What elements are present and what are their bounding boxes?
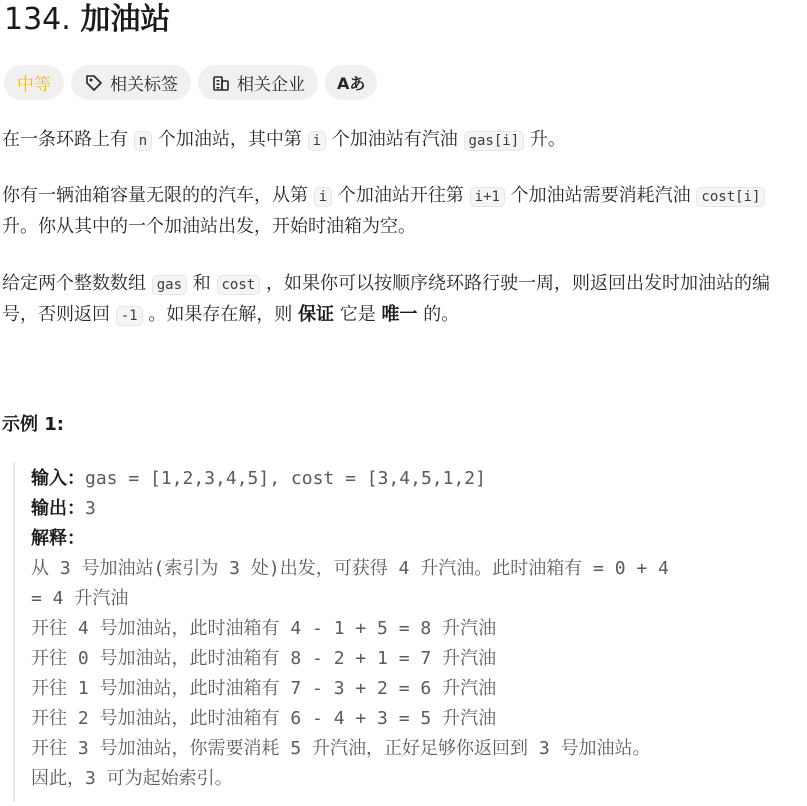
related-companies-label: 相关企业: [237, 75, 305, 95]
problem-name: 加油站: [80, 2, 171, 37]
text: 和: [192, 273, 211, 294]
text: 升。你从其中的一个加油站出发，开始时油箱为空。: [2, 216, 416, 237]
related-topics-label: 相关标签: [110, 75, 178, 95]
description-paragraph-2: [2, 181, 802, 242]
bold-text: 唯一: [381, 304, 418, 325]
explanation-label: 解释：: [31, 528, 85, 549]
explanation-line: 开往 2 号加油站，此时油箱有 6 - 4 + 3 = 5 升汽油: [31, 708, 497, 729]
explanation-line: 从 3 号加油站(索引为 3 处)出发，可获得 4 升汽油。此时油箱有 = 0 + 4: [31, 558, 669, 579]
tag-icon: [84, 73, 104, 93]
output-value: 3: [85, 498, 96, 519]
explanation-line: 开往 1 号加油站，此时油箱有 7 - 3 + 2 = 6 升汽油: [31, 678, 497, 699]
text: 它是: [339, 304, 376, 325]
building-icon: [211, 73, 231, 93]
description-paragraph-1: [2, 125, 802, 156]
explanation-line: 开往 0 号加油站，此时油箱有 8 - 2 + 1 = 7 升汽油: [31, 648, 497, 669]
text: 你有一辆油箱容量无限的的汽车，从第: [2, 185, 308, 206]
output-label: 输出：: [31, 498, 85, 519]
text: 个加油站开往第: [337, 185, 464, 206]
inline-code: cost[i]: [696, 187, 765, 207]
text: 升。: [529, 129, 566, 150]
example-block: [13, 462, 795, 802]
example-title: 示例 1:: [2, 414, 64, 435]
text: 的。: [423, 304, 460, 325]
inline-code: n: [134, 131, 152, 151]
text: 。如果存在解，则: [148, 304, 293, 325]
input-label: 输入：: [31, 468, 85, 489]
inline-code: -1: [116, 306, 143, 326]
inline-code: i+1: [470, 187, 505, 207]
text: 个加油站有汽油: [331, 129, 458, 150]
example-content: [31, 464, 669, 794]
text: 个加油站需要消耗汽油: [510, 185, 691, 206]
inline-code: cost: [217, 275, 261, 295]
inline-code: i: [314, 187, 332, 207]
translate-icon: Aあ: [337, 74, 366, 93]
difficulty-label: 中等: [17, 75, 51, 95]
explanation-line: 开往 3 号加油站，你需要消耗 5 升汽油，正好足够你返回到 3 号加油站。: [31, 738, 651, 759]
problem-number: 134.: [4, 2, 71, 37]
inline-code: i: [308, 131, 326, 151]
related-topics-button[interactable]: [71, 65, 191, 100]
explanation-line: 开往 4 号加油站，此时油箱有 4 - 1 + 5 = 8 升汽油: [31, 618, 497, 639]
explanation-line: = 4 升汽油: [31, 588, 129, 609]
text: 给定两个整数数组: [2, 273, 146, 294]
bold-text: 保证: [298, 304, 335, 325]
difficulty-badge[interactable]: [4, 65, 64, 100]
text: 个加油站，其中第: [157, 129, 302, 150]
inline-code: gas: [152, 275, 187, 295]
text: 在一条环路上有: [2, 129, 128, 150]
problem-title: [4, 0, 170, 40]
input-value: gas = [1,2,3,4,5], cost = [3,4,5,1,2]: [85, 468, 486, 489]
text: ，如果你可以按顺序绕环路行驶一周，则返回出发时加油站的编号，否则返回: [2, 273, 770, 325]
related-companies-button[interactable]: [198, 65, 318, 100]
tag-bar: [4, 65, 377, 100]
explanation-line: 因此，3 可为起始索引。: [31, 768, 233, 789]
translate-button[interactable]: [325, 65, 377, 100]
inline-code: gas[i]: [464, 131, 525, 151]
description-paragraph-3: [2, 269, 802, 331]
